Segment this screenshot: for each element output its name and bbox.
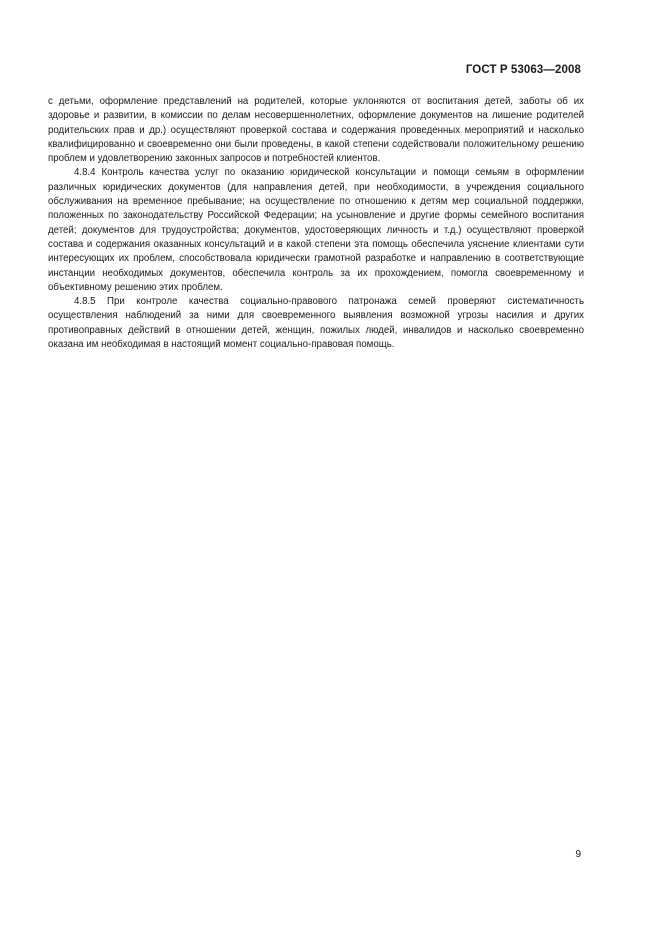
paragraph-4-8-5: 4.8.5 При контроле качества социально-правового патронажа семей проверяют систематичность осуществления наблюдений за ними для своевременного выявления возможной угрозы насилия и других противоправных действий в отношении детей, женщин, пожилых людей, инвалидов и насколько своевременно оказана им необходимая в настоящий момент социально-правовая помощь. [48,296,584,351]
document-code-header: ГОСТ Р 53063—2008 [465,64,581,76]
paragraph-4-8-4: 4.8.4 Контроль качества услуг по оказанию юридической консультации и помощи семьям в оформлении различных юридических документов (для направления детей, при необходимости, в учреждения социального обслуживания на временное пребывание; на осуществление по отношению к детям мер социальной поддержки, положенных по законодательству Российской Федерации; на усыновление и другие формы семейного воспитания детей; документов для трудоустройства; документов, удостоверяющих личность и т.д.) осуществляют проверкой состава и содержания оказанных консультаций и в какой степени эта помощь обеспечила уяснение клиентами сути интересующих их проблем, способствовала юридически грамотной разработке и направлению в соответствующие инстанции необходимых документов, обеспечила контроль за их прохождением, помогла своевременному и объективному решению этих проблем. [48,167,584,293]
document-body [48,95,584,352]
paragraph-continuation: с детьми, оформление представлений на родителей, которые уклоняются от воспитания детей, заботы об их здоровье и развитии, в комиссии по делам несовершеннолетних, оформление документов на лишение родителей родительских прав и др.) осуществляют проверкой состава и содержания проведенных мероприятий и насколько квалифицированно и своевременно они были проведены, в какой степени содействовали положительному решению проблем и удовлетворению законных запросов и потребностей клиентов. [48,96,584,165]
page-number: 9 [575,849,581,860]
